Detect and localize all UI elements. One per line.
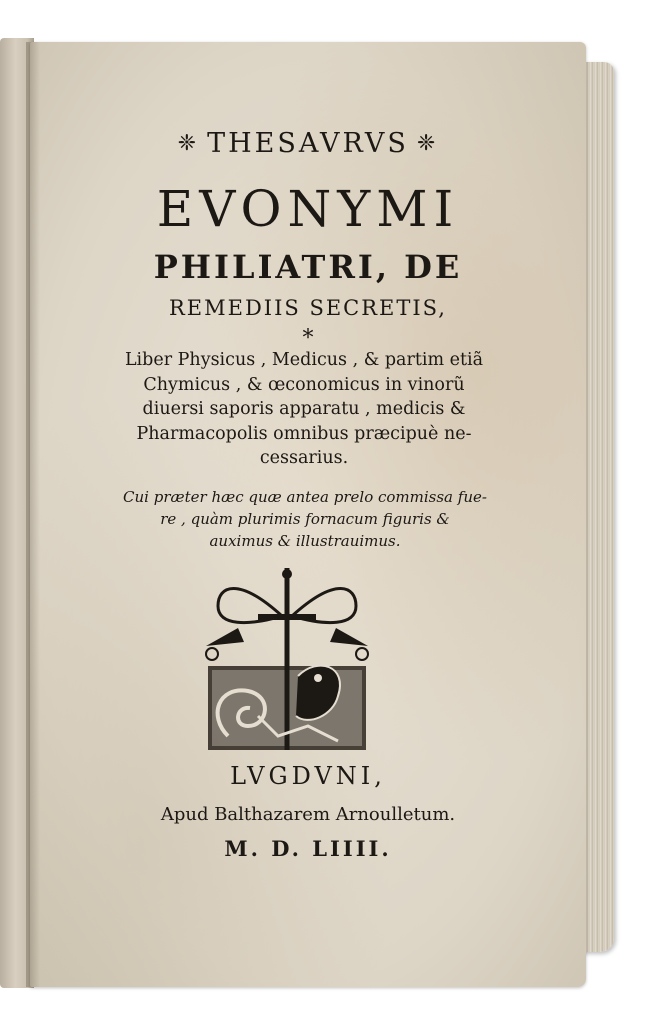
title-page xyxy=(30,42,586,987)
description-line: Liber Physicus , Medicus , & partim etiã xyxy=(124,350,484,370)
description-line: Chymicus , & œconomicus in vinorũ xyxy=(143,374,465,395)
description-line: cessarius. xyxy=(259,448,349,468)
title-word-thesaurus: THESAVRVS xyxy=(207,128,409,159)
imprint-date: M. D. LIIII. xyxy=(224,836,392,861)
description-line: Pharmacopolis omnibus præcipuè ne- xyxy=(136,423,472,444)
imprint-printer: Apud Balthazarem Arnoulletum. xyxy=(160,804,456,825)
italic-line: auximus & illustrauimus. xyxy=(209,532,401,550)
printers-device-woodcut xyxy=(198,566,376,752)
title-line-4: REMEDIIS SECRETIS, xyxy=(168,296,447,320)
italic-line: Cui præter hæc quæ antea prelo commissa fue- xyxy=(123,488,487,506)
title-line-1 xyxy=(30,128,586,159)
separator-asterisk: * xyxy=(302,326,314,351)
italic-line: re , quàm plurimis fornacum figuris & xyxy=(160,510,450,528)
italic-note-block xyxy=(100,486,510,552)
imprint-place: LVGDVNI, xyxy=(230,762,386,790)
description-line: diuersi saporis apparatu , medicis & xyxy=(142,399,466,419)
title-line-2: EVONYMI xyxy=(156,180,460,238)
fleuron-icon: ❈ xyxy=(177,131,200,156)
description-block xyxy=(104,348,504,471)
fleuron-icon: ❈ xyxy=(416,131,439,156)
title-line-3: PHILIATRI, DE xyxy=(153,248,463,286)
